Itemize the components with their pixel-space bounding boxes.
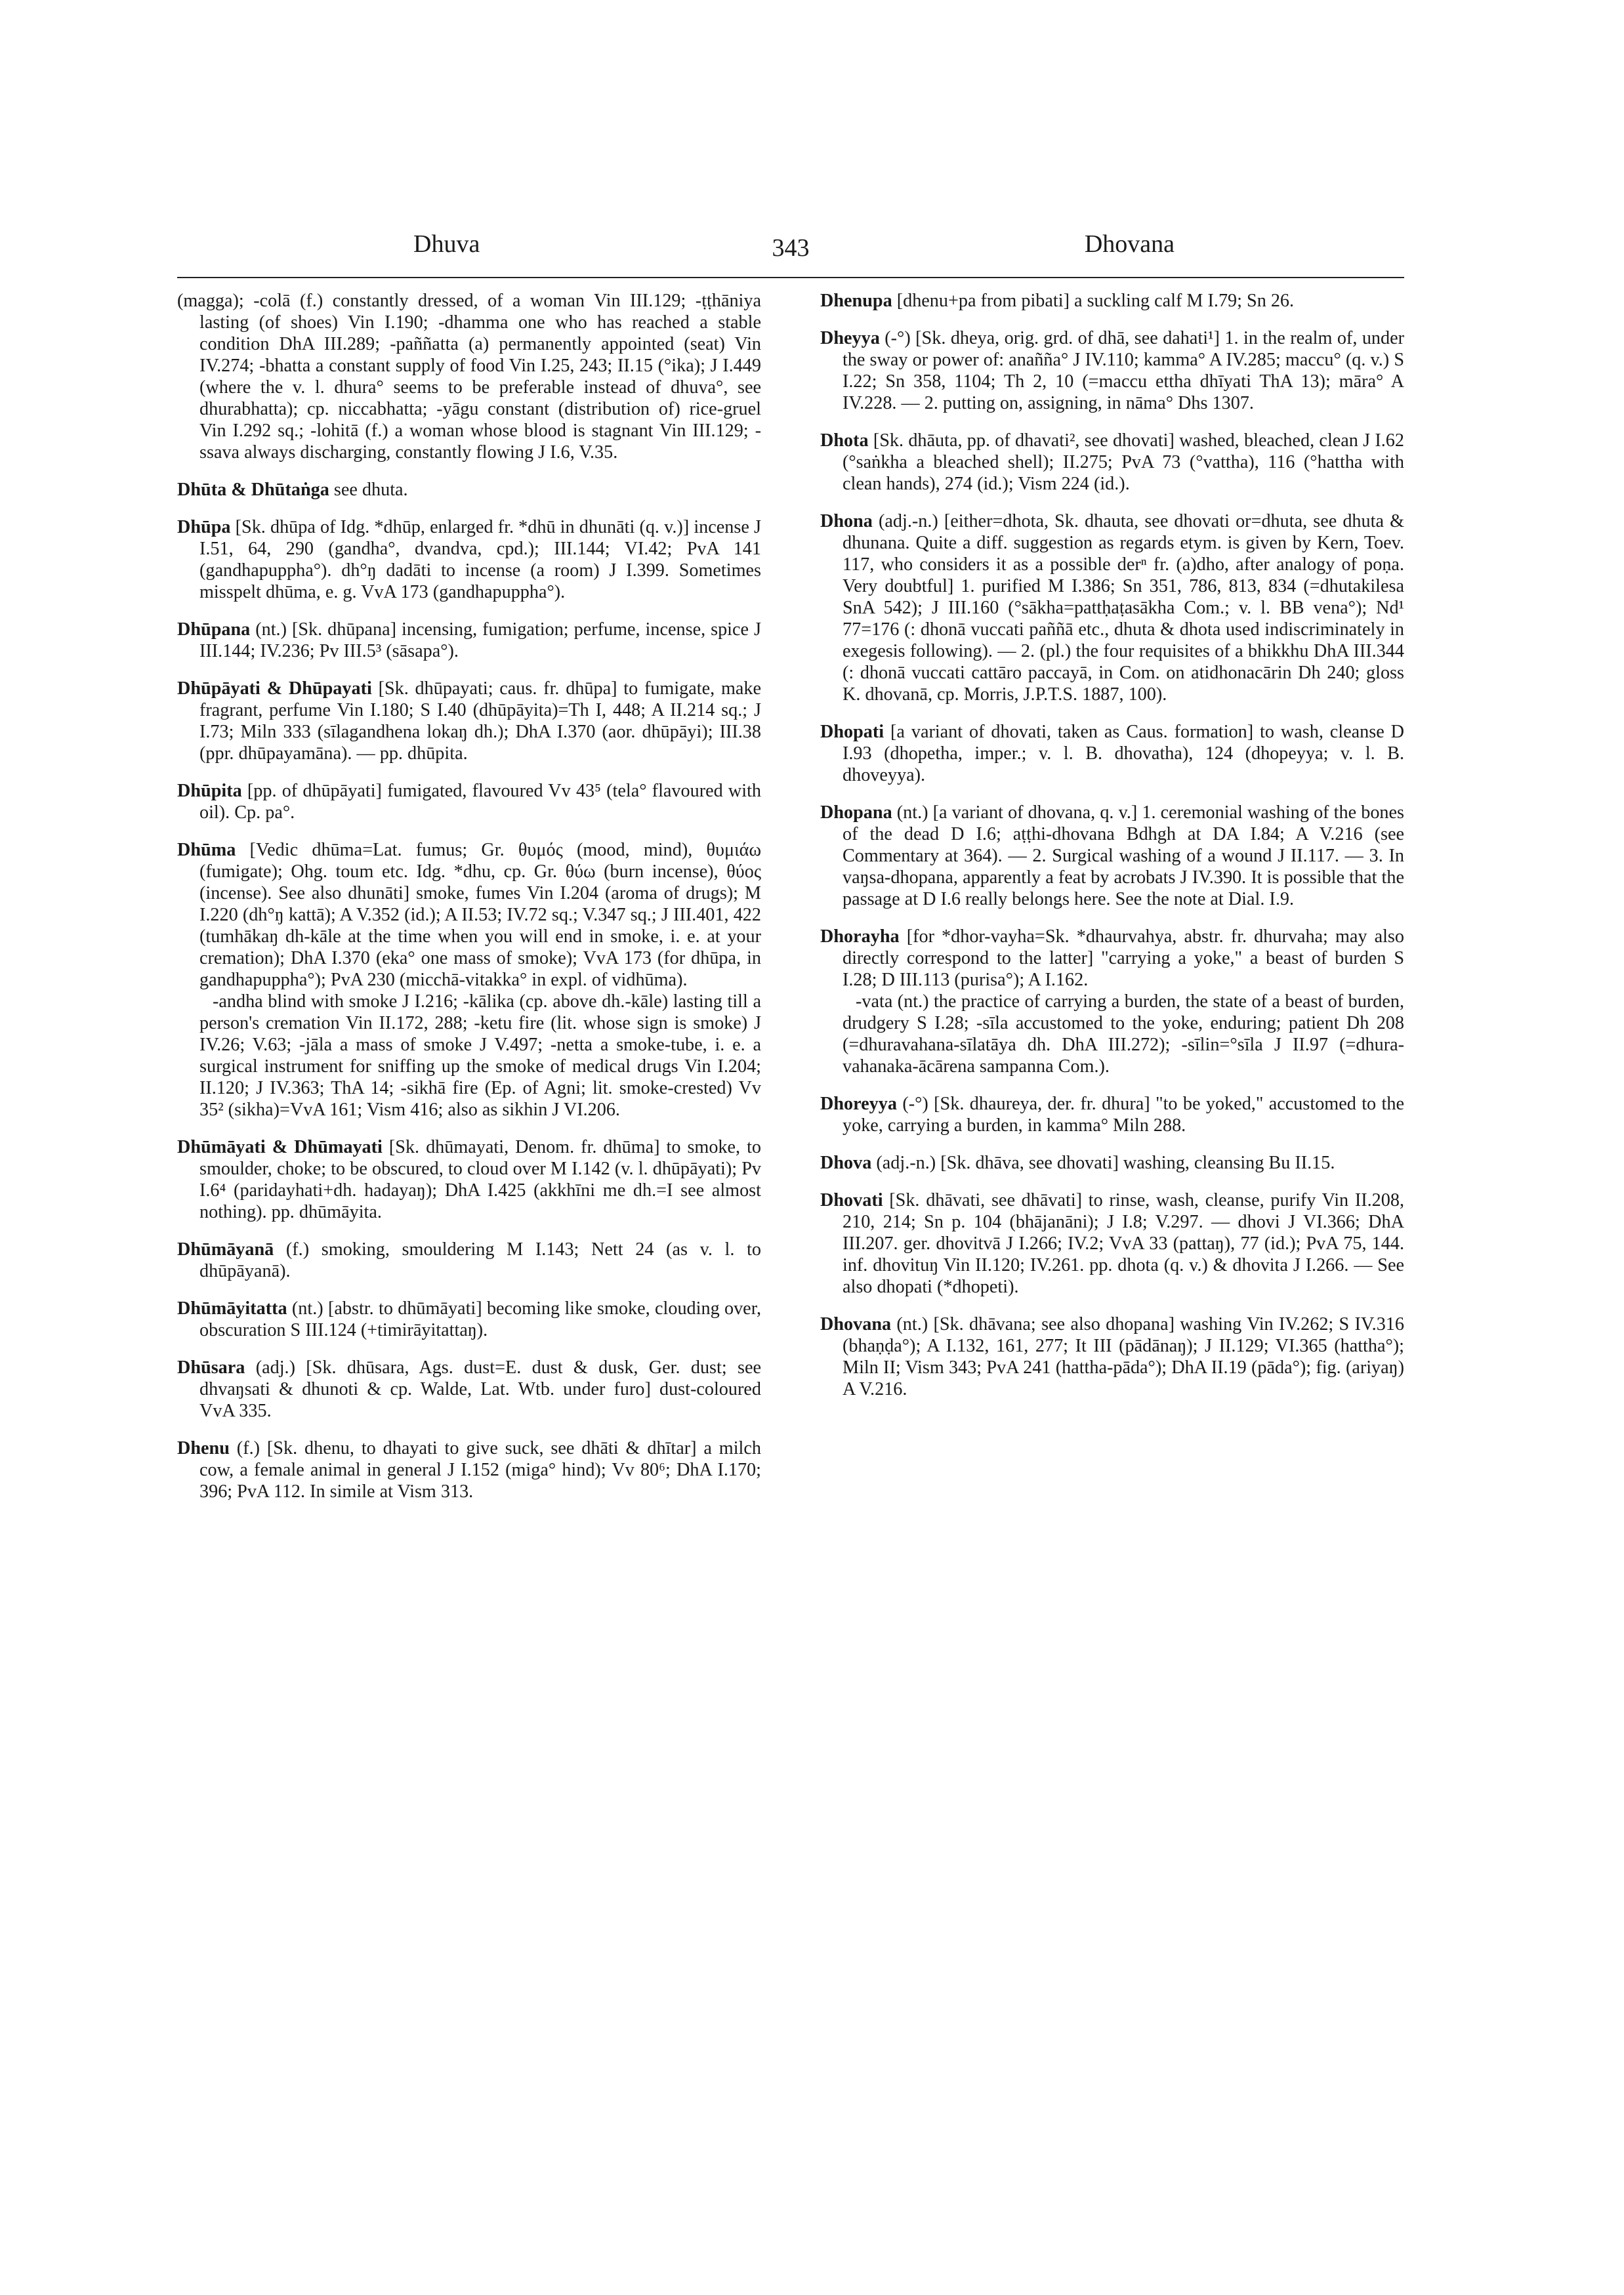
entry-headword: Dhūmāyitatta	[177, 1298, 287, 1319]
dictionary-entry	[820, 1093, 1404, 1136]
running-head-left: Dhuva	[413, 230, 480, 258]
entry-body: [Sk. dhāvati, see dhāvati] to rinse, wash, cleanse, purify Vin II.208, 210, 214; Sn p. 104 (bhājanāni); J I.8; V.297. — dhovi J VI.366; DhA III.207. ger. dhovitvā J I.266; IV.2; VvA 33 (pattaŋ), 77 (id.); PvA 75, 144. inf. dhovituŋ Vin II.120; IV.261. pp. dhota (q. v.) & dhovita J I.266. — See also dhopati (*dhopeti).	[843, 1190, 1404, 1297]
entry-headword: Dhopana	[820, 802, 892, 823]
entry-compounds: -vata (nt.) the practice of carrying a burden, the state of a beast of burden, drudgery S I.28; -sīla accustomed to the yoke, enduring; patient Dh 208 (=dhuravahana-sīlatāya dh. DhA III.272); -sīlin=°sīla J II.97 (=dhura-vahanaka-ācārena sampanna Com.).	[843, 991, 1404, 1077]
dictionary-entry	[820, 430, 1404, 495]
dictionary-entry	[820, 721, 1404, 786]
dictionary-entry	[820, 327, 1404, 414]
dictionary-page	[177, 223, 1404, 2218]
dictionary-entry	[177, 839, 761, 1121]
entry-headword: Dhopati	[820, 722, 885, 742]
entry-body: (adj.) [Sk. dhūsara, Ags. dust=E. dust & dusk, Ger. dust; see dhvaŋsati & dhunoti & cp. Walde, Lat. Wtb. under furo] dust-coloured VvA 335.	[199, 1357, 761, 1421]
entry-body: (f.) [Sk. dhenu, to dhayati to give suck, see dhāti & dhītar] a milch cow, a female animal in general J I.152 (miga° hind); Vv 80⁶; DhA I.170; 396; PvA 112. In simile at Vism 313.	[199, 1438, 761, 1502]
entry-body: [Sk. dhāuta, pp. of dhavati², see dhovati] washed, bleached, clean J I.62 (°saṅkha a bleached shell); II.275; PvA 73 (°vattha), 116 (°hattha with clean hands), 274 (id.); Vism 224 (id.).	[843, 430, 1404, 494]
dictionary-entry	[177, 479, 761, 501]
entry-body: [dhenu+pa from pibati] a suckling calf M I.79; Sn 26.	[892, 291, 1295, 311]
dictionary-entry	[177, 678, 761, 764]
left-column	[177, 290, 761, 2218]
dictionary-entry	[820, 1152, 1404, 1174]
entry-body: [Sk. dhūpa of Idg. *dhūp, enlarged fr. *dhū in dhunāti (q. v.)] incense J I.51, 64, 290 (gandha°, dvandva, cpd.); III.144; VI.42; PvA 141 (gandhapuppha°). dh°ŋ dadāti to incense (a room) J I.399. Sometimes misspelt dhūma, e. g. VvA 173 (gandhapuppha°).	[199, 517, 761, 602]
entry-body: [Sk. dhūpayati; caus. fr. dhūpa] to fumigate, make fragrant, perfume Vin I.180; S I.40 (dhūpāyita)=Th I, 448; A II.214 sq.; J I.73; Miln 333 (sīlagandhena lokaŋ dh.); DhA I.370 (aor. dhūpāyi); III.38 (ppr. dhūpayamāna). — pp. dhūpita.	[199, 678, 761, 764]
entry-headword: Dhovana	[820, 1314, 892, 1334]
entry-headword: Dhoreyya	[820, 1094, 897, 1114]
entry-headword: Dhūma	[177, 840, 236, 860]
entry-body: [Sk. dhūmayati, Denom. fr. dhūma] to smoke, to smoulder, choke; to be obscured, to cloud over M I.142 (v. l. dhūpāyati); Pv I.6⁴ (paridayhati+dh. hadayaŋ); DhA I.425 (akkhīni me dh.=I see almost nothing). pp. dhūmāyita.	[199, 1137, 762, 1222]
entry-headword: Dhona	[820, 511, 873, 531]
entry-headword: Dhota	[820, 430, 869, 451]
dictionary-entry	[177, 1136, 761, 1223]
entry-headword: Dhūmāyanā	[177, 1239, 274, 1260]
entry-body: see dhuta.	[329, 480, 408, 500]
entry-headword: Dhūsara	[177, 1357, 245, 1378]
entry-headword: Dhūta & Dhūtaṅga	[177, 480, 329, 500]
entry-body: (nt.) [abstr. to dhūmāyati] becoming like smoke, clouding over, obscuration S III.124 (+timirāyitattaŋ).	[199, 1298, 761, 1340]
entry-headword: Dhenu	[177, 1438, 230, 1458]
entry-body: (adj.-n.) [either=dhota, Sk. dhauta, see dhovati or=dhuta, see dhuta & dhunana. Quite a diff. suggestion as regards etym. is given by Kern, Toev. 117, who considers it as a possible derⁿ fr. (a)dho, after analogy of poṇa. Very doubtful] 1. purified M I.386; Sn 351, 786, 813, 834 (=dhutakilesa SnA 542); J III.160 (°sākha=pattḥaṭasākha Com.; v. l. BB vena°); Nd¹ 77=176 (: dhonā vuccati paññā etc., dhuta & dhota used indiscriminately in exegesis following). — 2. (pl.) the four requisites of a bhikkhu DhA III.344 (: dhonā vuccati cattāro paccayā, in Com. on atidhonacārin Dh 240; gloss K. dhovanā, cp. Morris, J.P.T.S. 1887, 100).	[843, 511, 1404, 705]
page-header	[177, 223, 1404, 270]
entry-headword: Dhūpita	[177, 781, 242, 801]
entry-headword: Dheyya	[820, 328, 880, 348]
entry-headword: Dhenupa	[820, 291, 892, 311]
entry-body: (magga); -colā (f.) constantly dressed, of a woman Vin III.129; -ṭṭhāniya lasting (of shoes) Vin I.190; -dhamma one who has reached a stable condition DhA III.289; -paññatta (a) permanently appointed (seat) Vin IV.274; -bhatta a constant supply of food Vin I.25, 243; II.15 (°ika); J I.449 (where the v. l. dhura° seems to be preferable instead of dhuva°, see dhurabhatta); cp. niccabhatta; -yāgu constant (distribution of) rice-gruel Vin I.292 sq.; -lohitā (f.) a woman whose blood is stagnant Vin III.129; -ssava always discharging, constantly flowing J I.6, V.35.	[177, 291, 761, 463]
page-number: 343	[772, 234, 810, 262]
entry-body: [Vedic dhūma=Lat. fumus; Gr. θυμός (mood, mind), θυμιάω (fumigate); Ohg. toum etc. Idg. *dhu, cp. Gr. θύω (burn incense), θύος (incense). See also dhunāti] smoke, fumes Vin I.204 (aroma of drugs); M I.220 (dh°ŋ kattā); A V.352 (id.); A II.53; IV.72 sq.; V.347 sq.; J III.401, 422 (tumhākaŋ dh-kāle at the time when you will end in smoke, i. e. at your cremation); DhA I.370 (eka° one mass of smoke); VvA 173 (for dhūpa, in gandhapuppha°); PvA 230 (micchā-vitakka° in expl. of vidhūma).	[199, 840, 761, 990]
dictionary-entry	[177, 780, 761, 823]
entry-body: (nt.) [Sk. dhūpana] incensing, fumigation; perfume, incense, spice J III.144; IV.236; Pv III.5³ (sāsapa°).	[199, 619, 761, 661]
dictionary-entry	[177, 1437, 761, 1502]
dictionary-entry	[820, 1189, 1404, 1298]
entry-headword: Dhūpāyati & Dhūpayati	[177, 678, 372, 699]
entry-body: [a variant of dhovati, taken as Caus. formation] to wash, cleanse D I.93 (dhopetha, imper.; v. l. B. dhovatha), 124 (dhopeyya; v. l. B. dhoveyya).	[843, 722, 1404, 785]
dictionary-entry	[820, 802, 1404, 910]
dictionary-entry	[177, 619, 761, 662]
dictionary-entry	[177, 516, 761, 603]
entry-headword: Dhorayha	[820, 926, 900, 947]
dictionary-entry	[177, 1239, 761, 1282]
entry-body: (-°) [Sk. dheya, orig. grd. of dhā, see dahati¹] 1. in the realm of, under the sway or power of: anañña° J IV.110; kamma° A IV.285; maccu° (q. v.) S I.22; Sn 358, 1104; Th 2, 10 (=maccu ettha dhīyati ThA 13); māra° A IV.228. — 2. putting on, assigning, in nāma° Dhs 1307.	[843, 328, 1404, 413]
entry-headword: Dhova	[820, 1153, 872, 1173]
dictionary-entry	[820, 510, 1404, 705]
entry-body: (nt.) [a variant of dhovana, q. v.] 1. ceremonial washing of the bones of the dead D I.6; aṭṭhi-dhovana Bdhgh at DA I.84; A V.216 (see Commentary at 364). — 2. Surgical washing of a wound J II.117. — 3. In vaŋsa-dhopana, apparently a feat by acrobats J IV.390. It is possible that the passage at D I.6 really belongs here. See the note at Dial. I.9.	[843, 802, 1404, 909]
entry-body: (nt.) [Sk. dhāvana; see also dhopana] washing Vin IV.262; S IV.316 (bhaṇḍa°); A I.132, 161, 277; It III (pādānaŋ); J II.129; VI.365 (hattha°); Miln II; Vism 343; PvA 241 (hattha-pāda°); DhA II.19 (pāda°); fig. (ariyaŋ) A V.216.	[843, 1314, 1404, 1399]
entry-body: (-°) [Sk. dhaureya, der. fr. dhura] "to be yoked," accustomed to the yoke, carrying a burden, in kamma° Miln 288.	[843, 1094, 1404, 1136]
dictionary-entry	[177, 1357, 761, 1422]
entry-compounds: -andha blind with smoke J I.216; -kālika (cp. above dh.-kāle) lasting till a person's cremation Vin II.172, 288; -ketu fire (lit. whose sign is smoke) J IV.26; V.63; -jāla a mass of smoke J V.497; -netta a smoke-tube, i. e. a surgical instrument for sniffing up the smoke of medical drugs Vin I.204; II.120; J IV.363; ThA 14; -sikhā fire (Ep. of Agni; lit. smoke-crested) Vv 35² (sikha)=VvA 161; Vism 416; also as sikhin J VI.206.	[199, 991, 761, 1120]
entry-headword: Dhūpa	[177, 517, 231, 537]
running-head-right: Dhovana	[1084, 230, 1175, 258]
header-rule	[177, 277, 1404, 278]
entry-headword: Dhūmāyati & Dhūmayati	[177, 1137, 383, 1157]
entry-body: (f.) smoking, smouldering M I.143; Nett 24 (as v. l. to dhūpāyanā).	[199, 1239, 761, 1281]
entry-body: [for *dhor-vayha=Sk. *dhaurvahya, abstr. fr. dhurvaha; may also directly correspond to the latter] "carrying a yoke," a beast of burden S I.28; D III.113 (purisa°); A I.162.	[843, 926, 1404, 990]
entry-body: (adj.-n.) [Sk. dhāva, see dhovati] washing, cleansing Bu II.15.	[871, 1153, 1335, 1173]
entry-headword: Dhūpana	[177, 619, 251, 640]
entry-body: [pp. of dhūpāyati] fumigated, flavoured Vv 43⁵ (tela° flavoured with oil). Cp. pa°.	[199, 781, 761, 823]
two-column-body	[177, 290, 1404, 2218]
entry-headword: Dhovati	[820, 1190, 883, 1210]
dictionary-entry	[820, 926, 1404, 1077]
dictionary-entry	[177, 1298, 761, 1341]
dictionary-entry	[820, 1313, 1404, 1400]
right-column	[820, 290, 1404, 2218]
dictionary-entry	[177, 290, 761, 463]
dictionary-entry	[820, 290, 1404, 312]
